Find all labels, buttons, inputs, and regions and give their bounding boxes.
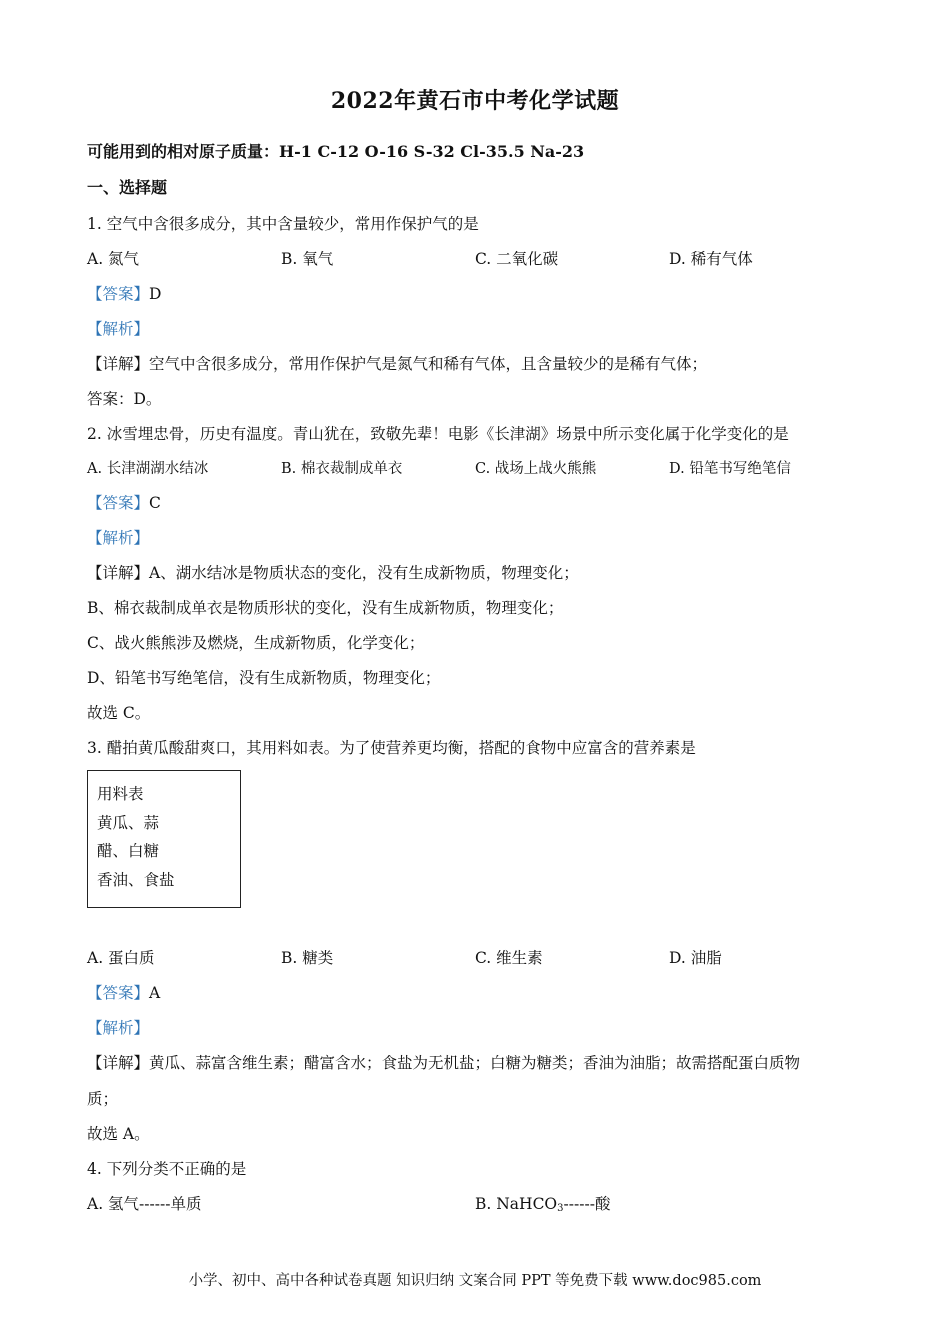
answer-tag: 【答案】 bbox=[87, 984, 150, 1002]
detail-text: A、湖水结冰是物质状态的变化，没有生成新物质，物理变化； bbox=[149, 564, 579, 582]
q3-stem: 3. 醋拍黄瓜酸甜爽口，其用料如表。为了使营养更均衡，搭配的食物中应富含的营养素是 bbox=[87, 739, 696, 757]
q1-stem: 1. 空气中含很多成分，其中含量较少，常用作保护气的是 bbox=[87, 215, 479, 233]
page-footer: 小学、初中、高中各种试卷真题 知识归纳 文案合同 PPT 等免费下载 www.doc985.com bbox=[188, 1273, 762, 1289]
q2-option-a: A. 长津湖湖水结冰 bbox=[87, 461, 209, 477]
detail-tag: 【详解】 bbox=[87, 564, 150, 582]
answer-value: D bbox=[149, 285, 162, 303]
ingredient-table-row: 香油、食盐 bbox=[97, 871, 175, 889]
q1-option-a: A. 氮气 bbox=[87, 250, 140, 268]
answer-value: A bbox=[149, 984, 161, 1002]
answer-tag: 【答案】 bbox=[87, 285, 150, 303]
page-title: 2022年黄石市中考化学试题 bbox=[330, 88, 620, 114]
answer-tag: 【答案】 bbox=[87, 494, 150, 512]
q2-stem: 2. 冰雪埋忠骨，历史有温度。青山犹在，致敬先辈！电影《长津湖》场景中所示变化属于化学变化的是 bbox=[87, 425, 789, 443]
q2-detail-a bbox=[87, 563, 579, 583]
q3-answer bbox=[87, 983, 160, 1003]
q1-option-b: B. 氧气 bbox=[281, 250, 334, 268]
q2-option-b: B. 棉衣裁制成单衣 bbox=[281, 461, 403, 477]
q2-final: 故选 C。 bbox=[87, 704, 151, 722]
detail-tag: 【详解】 bbox=[87, 1054, 150, 1072]
q1-analysis-tag: 【解析】 bbox=[87, 320, 150, 338]
q3-final: 故选 A。 bbox=[87, 1125, 150, 1143]
detail-tag: 【详解】 bbox=[87, 355, 150, 373]
q1-option-c: C. 二氧化碳 bbox=[475, 250, 559, 268]
q3-option-a: A. 蛋白质 bbox=[87, 949, 155, 967]
q1-option-d: D. 稀有气体 bbox=[669, 250, 753, 268]
answer-value: C bbox=[149, 494, 161, 512]
ingredient-table bbox=[87, 770, 241, 908]
atomic-mass-line: 可能用到的相对原子质量：H-1 C-12 O-16 S-32 Cl-35.5 Na-23 bbox=[87, 142, 585, 161]
q1-final: 答案：D。 bbox=[87, 390, 162, 408]
q3-option-c: C. 维生素 bbox=[475, 949, 543, 967]
q1-detail bbox=[87, 354, 707, 374]
q3-detail-line2: 质； bbox=[87, 1090, 119, 1108]
option-prefix: B. NaHCO bbox=[475, 1195, 558, 1213]
ingredient-table-header: 用料表 bbox=[97, 785, 144, 803]
section-heading: 一、选择题 bbox=[87, 178, 168, 197]
q3-detail-line1 bbox=[87, 1053, 800, 1073]
q2-detail-b: B、棉衣裁制成单衣是物质形状的变化，没有生成新物质，物理变化； bbox=[87, 599, 564, 617]
ingredient-table-row: 黄瓜、蒜 bbox=[97, 814, 160, 832]
q1-answer bbox=[87, 284, 161, 304]
q3-option-d: D. 油脂 bbox=[669, 949, 722, 967]
q3-option-b: B. 糖类 bbox=[281, 949, 334, 967]
q4-option-a: A. 氢气------单质 bbox=[87, 1195, 202, 1213]
q2-detail-c: C、战火熊熊涉及燃烧，生成新物质，化学变化； bbox=[87, 634, 425, 652]
detail-text: 黄瓜、蒜富含维生素；醋富含水；食盐为无机盐；白糖为糖类；香油为油脂；故需搭配蛋白质物 bbox=[149, 1054, 801, 1072]
q3-analysis-tag: 【解析】 bbox=[87, 1019, 150, 1037]
q4-option-b bbox=[475, 1194, 610, 1219]
q2-detail-d: D、铅笔书写绝笔信，没有生成新物质，物理变化； bbox=[87, 669, 441, 687]
q2-option-c: C. 战场上战火熊熊 bbox=[475, 461, 597, 477]
detail-text: 空气中含很多成分，常用作保护气是氮气和稀有气体，且含量较少的是稀有气体； bbox=[149, 355, 708, 373]
q4-stem: 4. 下列分类不正确的是 bbox=[87, 1160, 247, 1178]
q2-option-d: D. 铅笔书写绝笔信 bbox=[669, 461, 791, 477]
q2-answer bbox=[87, 493, 161, 513]
ingredient-table-row: 醋、白糖 bbox=[97, 842, 160, 860]
q2-analysis-tag: 【解析】 bbox=[87, 529, 150, 547]
subscript: 3 bbox=[557, 1203, 564, 1214]
option-suffix: ------酸 bbox=[563, 1195, 611, 1213]
